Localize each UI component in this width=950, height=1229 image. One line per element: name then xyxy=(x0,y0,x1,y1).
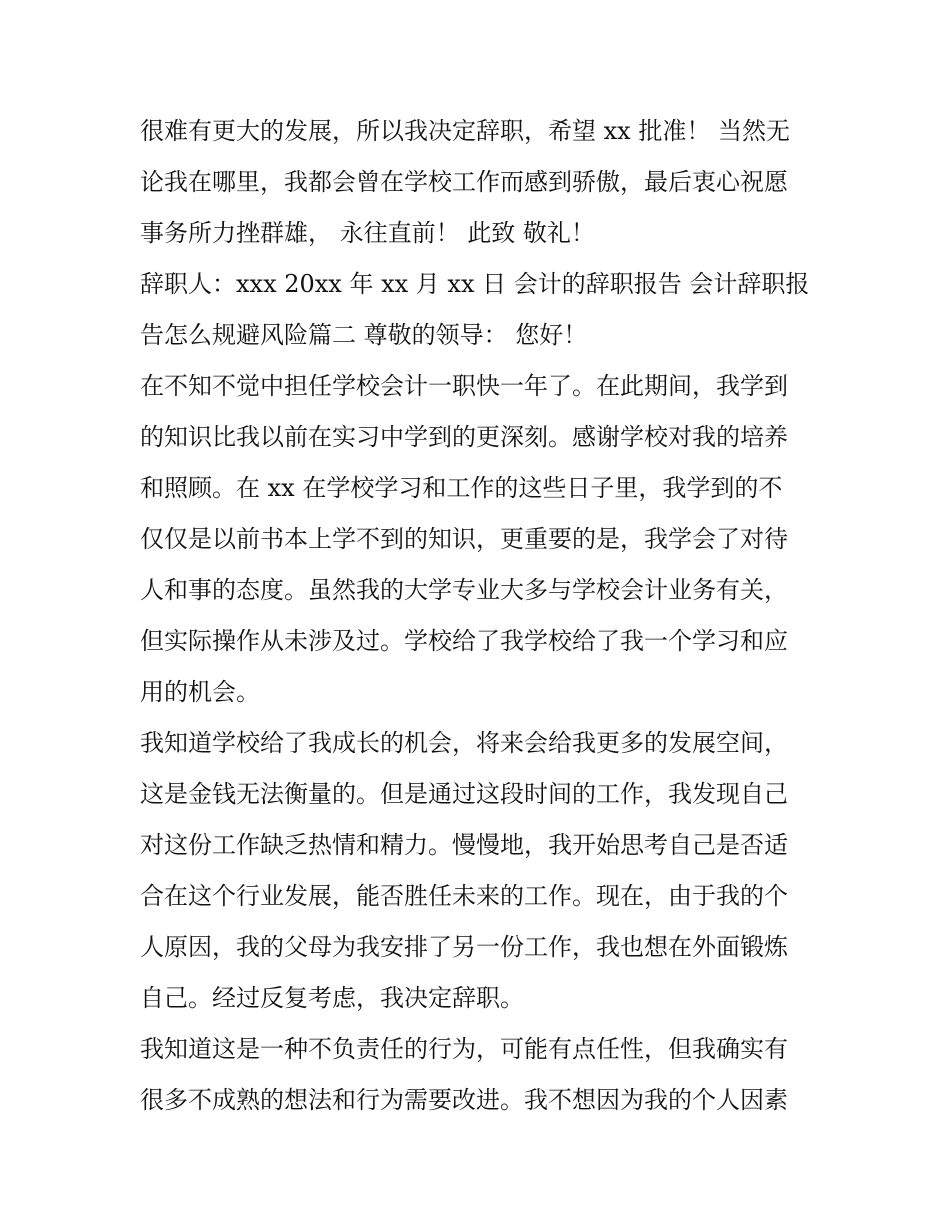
text-line: 合在这个行业发展，能否胜任未来的工作。现在，由于我的个 xyxy=(140,882,788,910)
text-line: 我知道这是一种不负责任的行为，可能有点任性，但我确实有 xyxy=(140,1035,788,1063)
text-line: 这是金钱无法衡量的。但是通过这段时间的工作，我发现自己 xyxy=(140,780,788,808)
text-line: 很多不成熟的想法和行为需要改进。我不想因为我的个人因素 xyxy=(140,1086,788,1114)
text-line: 我知道学校给了我成长的机会，将来会给我更多的发展空间， xyxy=(140,729,788,757)
text-line: 论我在哪里，我都会曾在学校工作而感到骄傲，最后衷心祝愿 xyxy=(140,168,788,196)
text-line: 和照顾。在 xx 在学校学习和工作的这些日子里，我学到的不 xyxy=(140,474,783,502)
text-line: 在不知不觉中担任学校会计一职快一年了。在此期间，我学到 xyxy=(140,372,788,400)
text-line: 用的机会。 xyxy=(140,678,260,706)
document-body xyxy=(140,106,820,1126)
text-line: 自己。经过反复考虑，我决定辞职。 xyxy=(140,984,524,1012)
text-line: 人和事的态度。虽然我的大学专业大多与学校会计业务有关， xyxy=(140,576,788,604)
text-line: 辞职人：xxx 20xx 年 xx 月 xx 日 会计的辞职报告 会计辞职报 xyxy=(140,270,810,298)
text-line: 对这份工作缺乏热情和精力。慢慢地，我开始思考自己是否适 xyxy=(140,831,788,859)
text-line: 但实际操作从未涉及过。学校给了我学校给了我一个学习和应 xyxy=(140,627,788,655)
text-line: 事务所力挫群雄， 永往直前！ 此致 敬礼！ xyxy=(140,219,595,247)
text-line: 很难有更大的发展，所以我决定辞职，希望 xx 批准！ 当然无 xyxy=(140,117,790,145)
text-line: 的知识比我以前在实习中学到的更深刻。感谢学校对我的培养 xyxy=(140,423,788,451)
text-line: 告怎么规避风险篇二 尊敬的领导： 您好！ xyxy=(140,321,588,349)
text-line: 人原因，我的父母为我安排了另一份工作，我也想在外面锻炼 xyxy=(140,933,788,961)
text-line: 仅仅是以前书本上学不到的知识，更重要的是，我学会了对待 xyxy=(140,525,788,553)
